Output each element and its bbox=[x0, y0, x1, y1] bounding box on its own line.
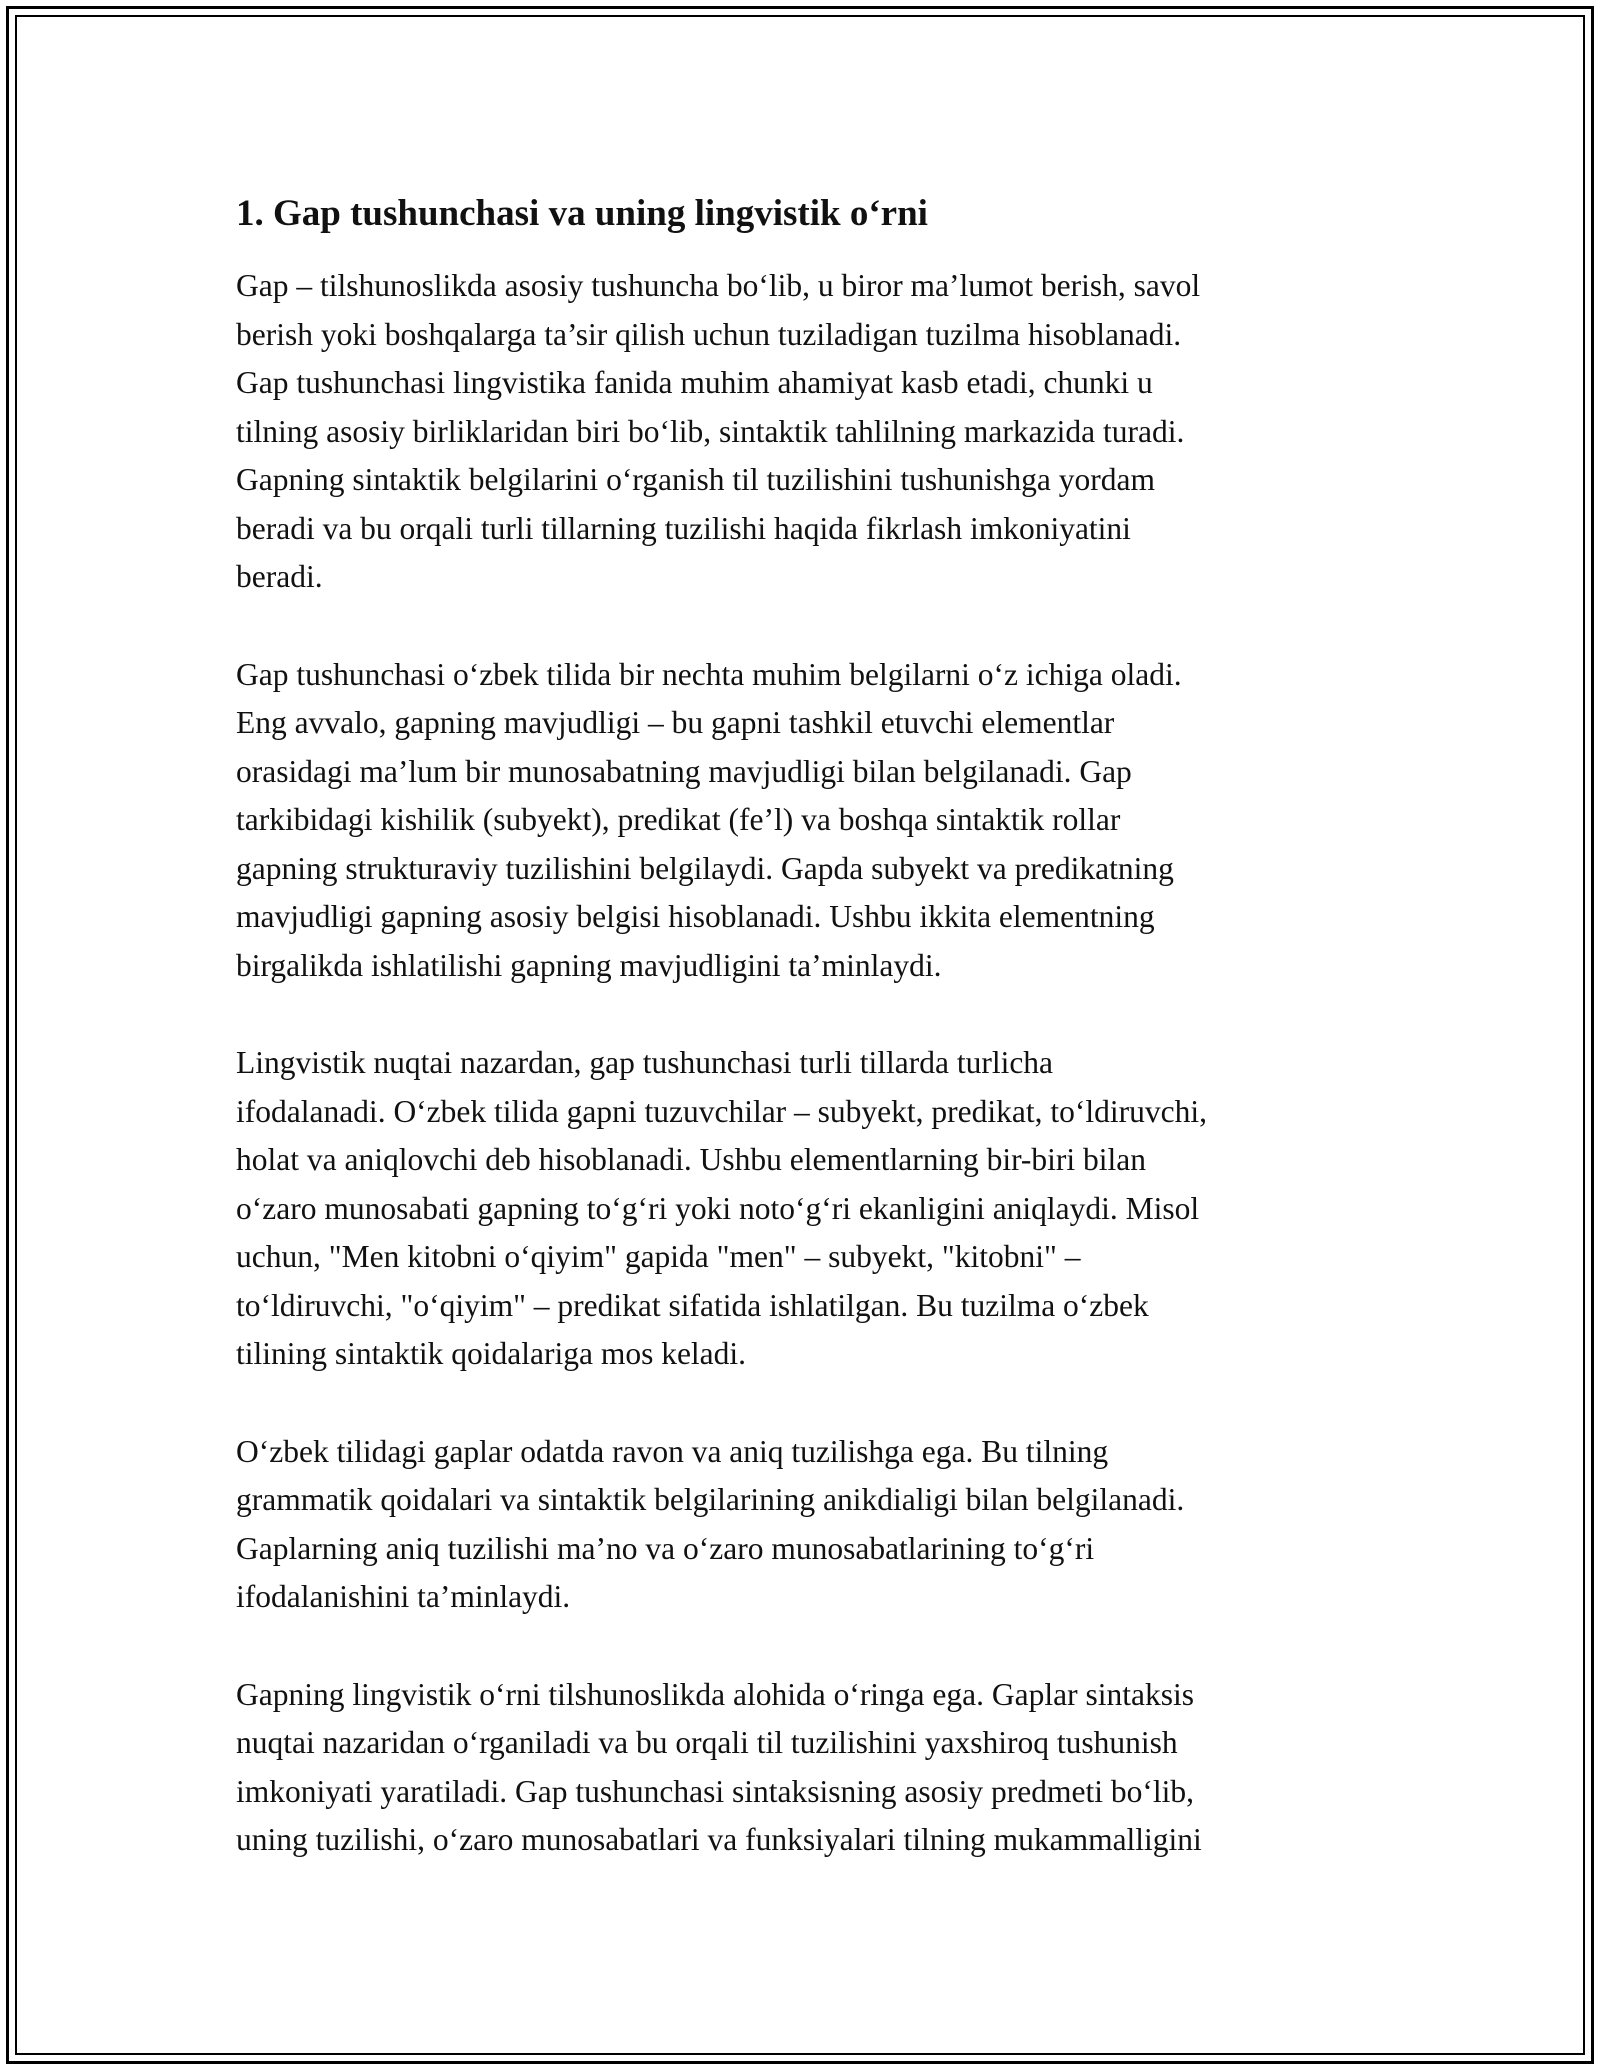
paragraph-1: Gap – tilshunoslikda asosiy tushuncha bo‘lib, u biror ma’lumot berish, savol berish yoki boshqalarga ta’sir qilish uchun tuziladigan tuzilma hisoblanadi. Gap tushunchasi lingvistika fanida muhim ahamiyat kasb etadi, chunki u tilning asosiy birliklaridan biri bo‘lib, sintaktik tahlilning markazida turadi. Gapning sintaktik belgilarini o‘rganish til tuzilishini tushunishga yordam beradi va bu orqali turli tillarning tuzilishi haqida fikrlash imkoniyatini beradi. bbox=[236, 268, 1201, 594]
paragraph-5: Gapning lingvistik o‘rni tilshunoslikda alohida o‘ringa ega. Gaplar sintaksis nuqtai nazaridan o‘rganiladi va bu orqali til tuzilishini yaxshiroq tushunish imkoniyati yaratiladi. Gap tushunchasi sintaksisning asosiy predmeti bo‘lib, uning tuzilishi, o‘zaro munosabatlari va funksiyalari tilning mukammalligini bbox=[236, 1676, 1202, 1857]
document-page bbox=[236, 186, 1376, 1914]
paragraph-2: Gap tushunchasi o‘zbek tilida bir nechta muhim belgilarni o‘z ichiga oladi. Eng avvalo, gapning mavjudligi – bu gapni tashkil etuvchi elementlar orasidagi ma’lum bir munosabatning mavjudligi bilan belgilanadi. Gap tarkibidagi kishilik (subyekt), predikat (fe’l) va boshqa sintaktik rollar gapning strukturaviy tuzilishini belgilaydi. Gapda subyekt va predikatning mavjudligi gapning asosiy belgisi hisoblanadi. Ushbu ikkita elementning birgalikda ishlatilishi gapning mavjudligini ta’minlaydi. bbox=[236, 656, 1182, 983]
paragraph-4: O‘zbek tilidagi gaplar odatda ravon va aniq tuzilishga ega. Bu tilning grammatik qoidalari va sintaktik belgilarining anikdialigi bilan belgilanadi. Gaplarning aniq tuzilishi ma’no va o‘zaro munosabatlarining to‘g‘ri ifodalanishini ta’minlaydi. bbox=[236, 1433, 1185, 1614]
section-heading: 1. Gap tushunchasi va uning lingvistik o‘rni bbox=[236, 193, 928, 234]
paragraph-3: Lingvistik nuqtai nazardan, gap tushunchasi turli tillarda turlicha ifodalanadi. O‘zbek tilida gapni tuzuvchilar – subyekt, predikat, to‘ldiruvchi, holat va aniqlovchi deb hisoblanadi. Ushbu elementlarning bir-biri bilan o‘zaro munosabati gapning to‘g‘ri yoki noto‘g‘ri ekanligini aniqlaydi. Misol uchun, "Men kitobni o‘qiyim" gapida "men" – subyekt, "kitobni" – to‘ldiruvchi, "o‘qiyim" – predikat sifatida ishlatilgan. Bu tuzilma o‘zbek tilining sintaktik qoidalariga mos keladi. bbox=[236, 1045, 1207, 1371]
